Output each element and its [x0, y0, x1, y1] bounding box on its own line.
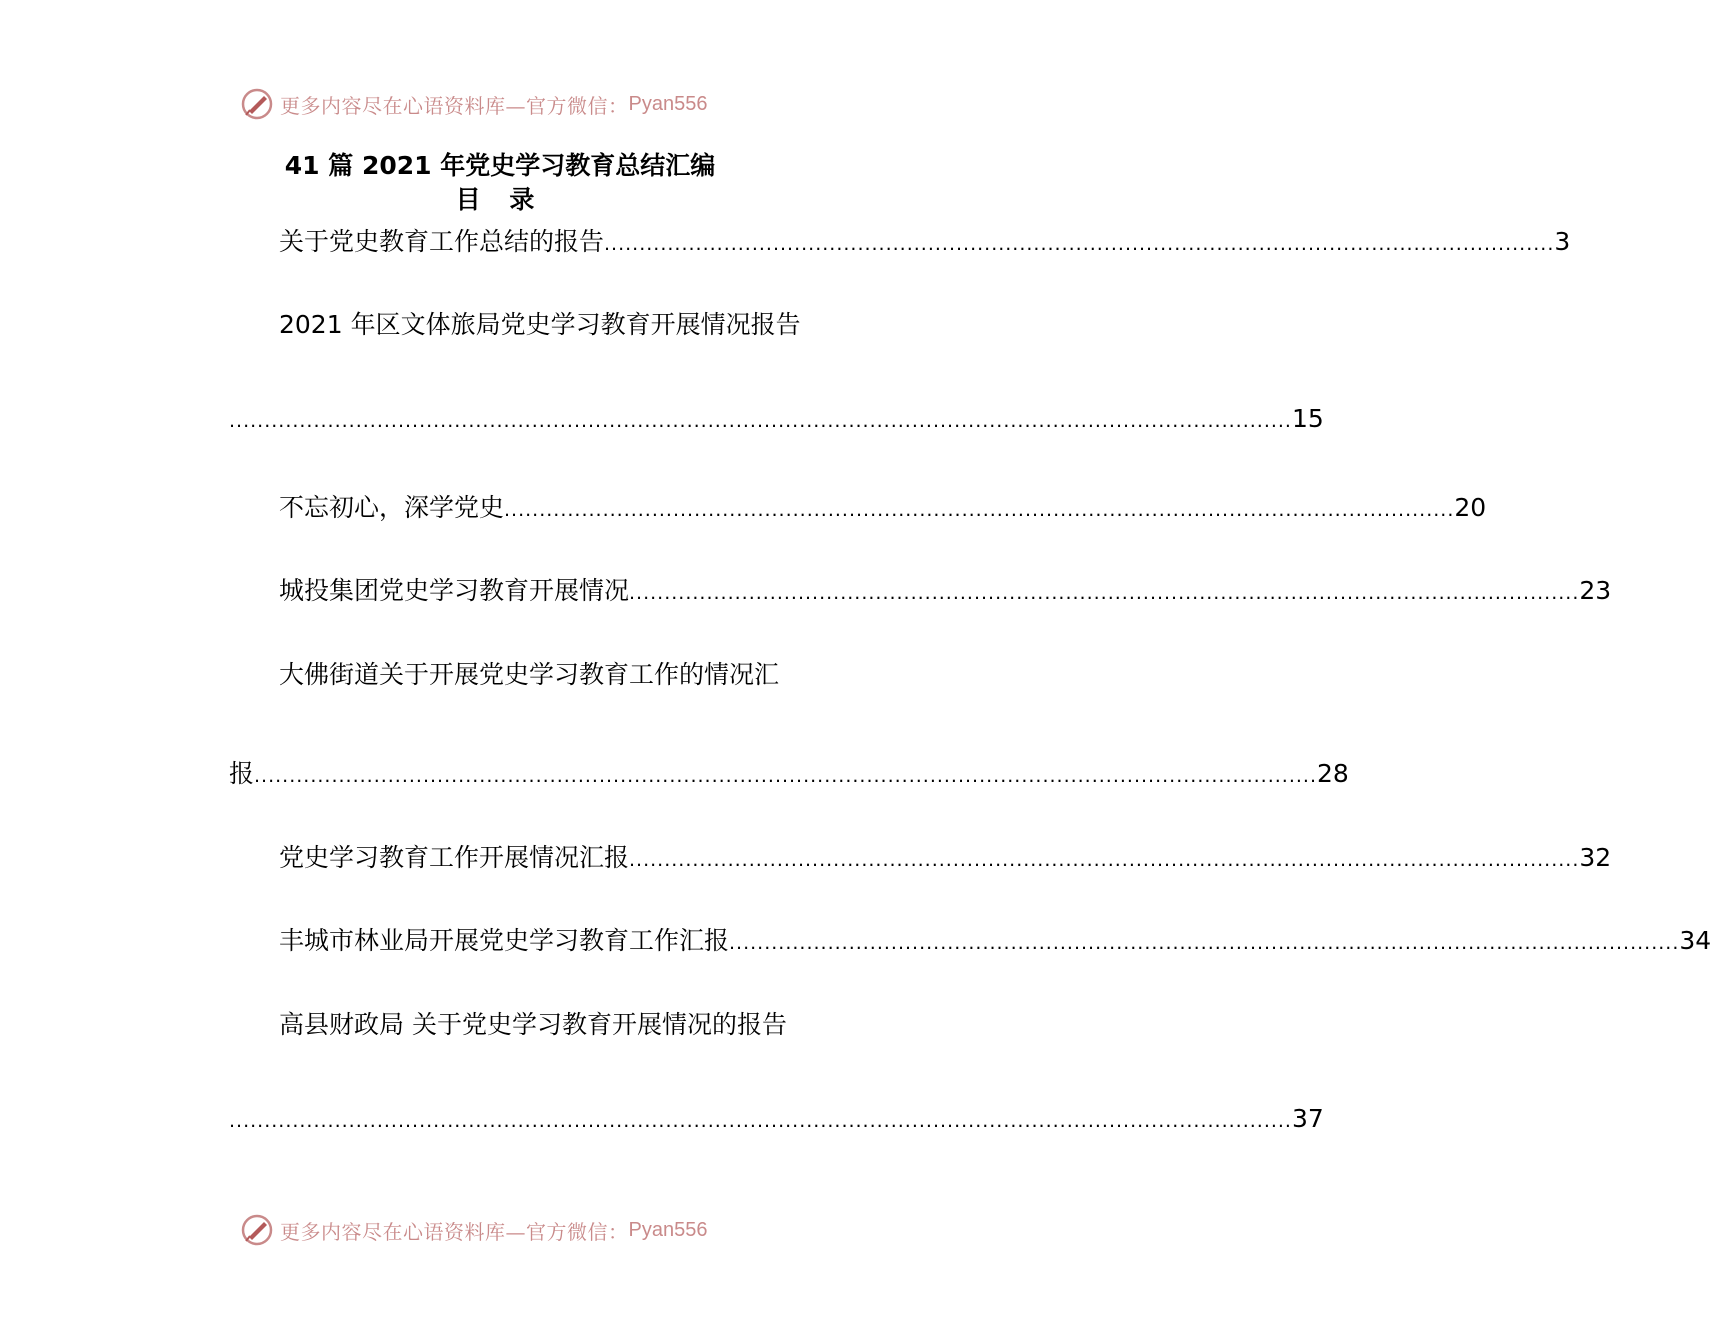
toc-entry-title: 城投集团党史学习教育开展情况 — [279, 576, 630, 605]
toc-entry[interactable] — [229, 754, 1349, 790]
toc-leader-dots: ....................................................................................................................................................... — [229, 410, 1292, 432]
toc-entry-page: 15 — [1291, 404, 1324, 433]
quill-logo-icon — [240, 1213, 274, 1247]
toc-leader-dots: ....................................................................................................................................... — [629, 849, 1580, 871]
toc-entry[interactable] — [279, 838, 1612, 874]
toc-entry-page: 32 — [1579, 843, 1612, 872]
toc-heading: 目 录 — [455, 185, 545, 214]
toc-entry-page: 28 — [1317, 759, 1349, 788]
toc-entry-title: 关于党史教育工作总结的报告 — [279, 227, 605, 256]
toc-entry-page: 37 — [1291, 1104, 1324, 1133]
watermark-text: 更多内容尽在心语资料库—官方微信： — [280, 93, 629, 118]
toc-entry-title-continued: 报 — [229, 759, 255, 788]
watermark-wechat-id: Pyan556 — [628, 1218, 708, 1241]
toc-entry[interactable] — [279, 571, 1612, 607]
toc-entry-title[interactable]: 大佛街道关于开展党史学习教育工作的情况汇 — [279, 660, 780, 689]
toc-entry-page: 20 — [1454, 493, 1487, 522]
toc-leader-dots: ....................................................................................................................................................... — [229, 1110, 1292, 1132]
toc-entry[interactable] — [279, 488, 1487, 524]
toc-entry-page: 34 — [1679, 926, 1711, 955]
toc-entry[interactable] — [229, 404, 1324, 433]
toc-entry-title: 不忘初心，深学党史 — [279, 493, 505, 522]
toc-leader-dots: ....................................................................................................................................... — [504, 499, 1455, 521]
watermark-wechat-id: Pyan556 — [628, 92, 708, 115]
toc-entry[interactable] — [229, 1104, 1324, 1133]
watermark-text: 更多内容尽在心语资料库—官方微信： — [280, 1219, 629, 1244]
toc-entry-page: 23 — [1579, 576, 1612, 605]
toc-leader-dots: ....................................................................................................................................... — [629, 582, 1580, 604]
toc-leader-dots: ....................................................................................................................................................... — [254, 765, 1317, 787]
toc-entry[interactable] — [279, 921, 1711, 957]
toc-entry-title[interactable]: 高县财政局 关于党史学习教育开展情况的报告 — [279, 1010, 787, 1039]
toc-leader-dots: ....................................................................................................................................... — [729, 932, 1680, 954]
toc-leader-dots: ....................................................................................................................................... — [604, 233, 1555, 255]
toc-entry-title: 丰城市林业局开展党史学习教育工作汇报 — [279, 926, 730, 955]
toc-entry[interactable] — [279, 222, 1571, 258]
quill-logo-icon — [240, 87, 274, 121]
watermark-banner-top — [240, 84, 707, 124]
watermark-banner-bottom — [240, 1210, 707, 1250]
toc-entry-title[interactable]: 2021 年区文体旅局党史学习教育开展情况报告 — [279, 310, 801, 339]
document-title: 41 篇 2021 年党史学习教育总结汇编 — [284, 151, 716, 180]
toc-entry-title: 党史学习教育工作开展情况汇报 — [279, 843, 630, 872]
toc-entry-page: 3 — [1554, 227, 1571, 256]
